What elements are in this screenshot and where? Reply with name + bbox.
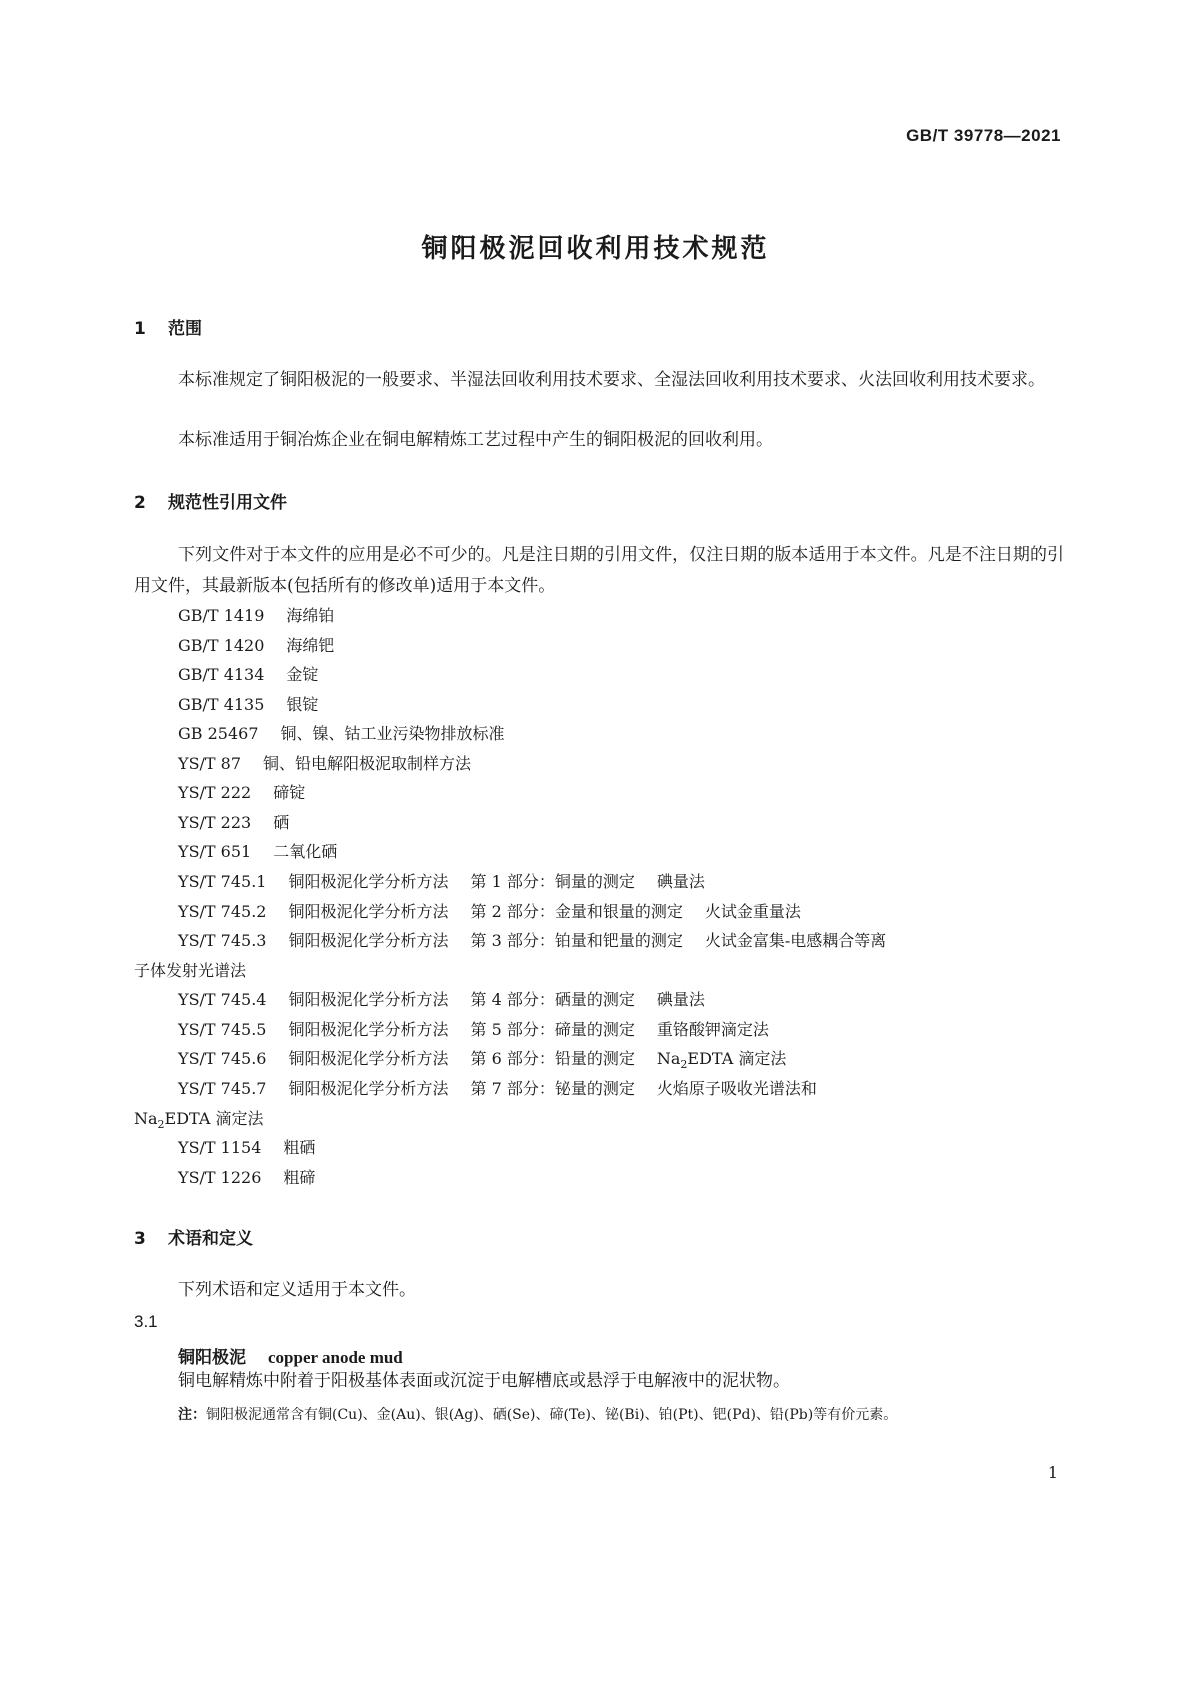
reference-item bbox=[178, 807, 289, 838]
term-note bbox=[178, 1404, 897, 1424]
note-text: 铜阳极泥通常含有铜(Cu)、金(Au)、银(Ag)、硒(Se)、碲(Te)、铋(Bi)、铂(Pt)、钯(Pd)、铅(Pb)等有价元素。 bbox=[206, 1407, 898, 1423]
reference-item bbox=[178, 777, 305, 808]
section-2-heading bbox=[134, 488, 287, 513]
ref-part: 第 4 部分：硒量的测定 bbox=[470, 990, 635, 1009]
ref-title: 铜阳极泥化学分析方法 bbox=[288, 931, 449, 950]
term-en: copper anode mud bbox=[268, 1348, 403, 1367]
reference-item bbox=[178, 1073, 817, 1104]
ref-code: YS/T 223 bbox=[178, 813, 252, 832]
reference-item bbox=[178, 836, 337, 867]
section-1-paragraph-2: 本标准适用于铜冶炼企业在铜电解精炼工艺过程中产生的铜阳极泥的回收利用。 bbox=[178, 430, 773, 450]
ref-title: 银锭 bbox=[286, 695, 319, 714]
ref-title: 铜阳极泥化学分析方法 bbox=[288, 990, 449, 1009]
ref-title: 碲锭 bbox=[273, 783, 306, 802]
ref-code: YS/T 651 bbox=[178, 842, 252, 861]
section-number: 1 bbox=[134, 319, 146, 339]
ref-method: 碘量法 bbox=[656, 872, 705, 891]
ref-code: YS/T 745.2 bbox=[178, 902, 267, 921]
term-heading bbox=[178, 1343, 403, 1368]
ref-code: GB/T 4134 bbox=[178, 665, 265, 684]
reference-item bbox=[178, 984, 705, 1015]
reference-item bbox=[178, 925, 886, 956]
ref-part: 第 7 部分：铋量的测定 bbox=[470, 1079, 635, 1098]
ref-method: 火焰原子吸收光谱法和 bbox=[656, 1079, 817, 1098]
ref-title: 铜、镍、钴工业污染物排放标准 bbox=[280, 724, 505, 743]
section-1-paragraph-1: 本标准规定了铜阳极泥的一般要求、半湿法回收利用技术要求、全湿法回收利用技术要求、火法回收利用技术要求。 bbox=[178, 370, 1045, 390]
ref-part: 第 5 部分：碲量的测定 bbox=[470, 1020, 635, 1039]
section-title: 术语和定义 bbox=[168, 1229, 253, 1249]
section-number: 3 bbox=[134, 1229, 146, 1249]
ref-title: 金锭 bbox=[286, 665, 319, 684]
ref-code: GB/T 1419 bbox=[178, 606, 265, 625]
term-definition: 铜电解精炼中附着于阳极基体表面或沉淀于电解槽底或悬浮于电解液中的泥状物。 bbox=[178, 1371, 790, 1391]
reference-item bbox=[178, 630, 334, 661]
ref-title: 硒 bbox=[273, 813, 290, 832]
document-title: 铜阳极泥回收利用技术规范 bbox=[421, 234, 770, 264]
ref-part: 第 2 部分：金量和银量的测定 bbox=[470, 902, 683, 921]
ref-title: 海绵钯 bbox=[286, 636, 335, 655]
reference-item bbox=[178, 718, 505, 749]
note-label: 注： bbox=[178, 1407, 206, 1423]
ref-code: YS/T 745.4 bbox=[178, 990, 267, 1009]
ref-title: 铜阳极泥化学分析方法 bbox=[288, 872, 449, 891]
reference-item bbox=[178, 866, 705, 897]
ref-part: 第 3 部分：铂量和钯量的测定 bbox=[470, 931, 683, 950]
ref-code: YS/T 87 bbox=[178, 754, 242, 773]
ref-part: 第 1 部分：铜量的测定 bbox=[470, 872, 635, 891]
ref-title: 铜阳极泥化学分析方法 bbox=[288, 1049, 449, 1068]
section-title: 范围 bbox=[168, 319, 202, 339]
reference-item bbox=[178, 659, 318, 690]
page-number: 1 bbox=[1047, 1463, 1058, 1482]
ref-title: 海绵铂 bbox=[286, 606, 335, 625]
reference-item bbox=[178, 600, 334, 631]
term-number: 3.1 bbox=[134, 1312, 158, 1331]
section-number: 2 bbox=[134, 493, 146, 513]
ref-code: YS/T 1154 bbox=[178, 1138, 262, 1157]
ref-title: 铜、铅电解阳极泥取制样方法 bbox=[263, 754, 472, 773]
reference-item bbox=[178, 1162, 315, 1193]
ref-title: 粗硒 bbox=[283, 1138, 316, 1157]
reference-item bbox=[178, 896, 801, 927]
ref-method: 火试金重量法 bbox=[704, 902, 801, 921]
standard-number: GB/T 39778—2021 bbox=[906, 126, 1061, 145]
ref-code: GB/T 1420 bbox=[178, 636, 265, 655]
section-1-heading bbox=[134, 314, 202, 339]
section-3-heading bbox=[134, 1224, 253, 1249]
ref-method: 火试金富集-电感耦合等离 bbox=[704, 931, 887, 950]
ref-code: GB/T 4135 bbox=[178, 695, 265, 714]
ref-code: YS/T 222 bbox=[178, 783, 252, 802]
ref-code: GB 25467 bbox=[178, 724, 259, 743]
reference-item bbox=[178, 1132, 315, 1163]
ref-code: YS/T 1226 bbox=[178, 1168, 262, 1187]
reference-continuation: 子体发射光谱法 bbox=[134, 961, 247, 980]
ref-code: YS/T 745.5 bbox=[178, 1020, 267, 1039]
ref-code: YS/T 745.7 bbox=[178, 1079, 267, 1098]
ref-method: 碘量法 bbox=[656, 990, 705, 1009]
ref-code: YS/T 745.1 bbox=[178, 872, 267, 891]
section-2-intro: 下列文件对于本文件的应用是必不可少的。凡是注日期的引用文件，仅注日期的版本适用于本文件。凡是不注日期的引用文件，其最新版本(包括所有的修改单)适用于本文件。 bbox=[134, 545, 1064, 596]
ref-method: 重铬酸钾滴定法 bbox=[656, 1020, 769, 1039]
section-title: 规范性引用文件 bbox=[168, 493, 287, 513]
term-zh: 铜阳极泥 bbox=[178, 1348, 246, 1368]
ref-part: 第 6 部分：铅量的测定 bbox=[470, 1049, 635, 1068]
reference-item bbox=[178, 748, 471, 779]
ref-title: 铜阳极泥化学分析方法 bbox=[288, 1020, 449, 1039]
ref-code: YS/T 745.3 bbox=[178, 931, 267, 950]
reference-item bbox=[178, 1014, 769, 1045]
ref-method: $Na_2EDTA$ 滴定法 bbox=[656, 1049, 787, 1072]
ref-title: 粗碲 bbox=[283, 1168, 316, 1187]
ref-title: 铜阳极泥化学分析方法 bbox=[288, 902, 449, 921]
reference-continuation: $Na_2EDTA$ 滴定法 bbox=[134, 1109, 264, 1132]
ref-title: 铜阳极泥化学分析方法 bbox=[288, 1079, 449, 1098]
section-3-intro: 下列术语和定义适用于本文件。 bbox=[178, 1280, 416, 1300]
ref-code: YS/T 745.6 bbox=[178, 1049, 267, 1068]
ref-title: 二氧化硒 bbox=[273, 842, 338, 861]
reference-item bbox=[178, 689, 318, 720]
